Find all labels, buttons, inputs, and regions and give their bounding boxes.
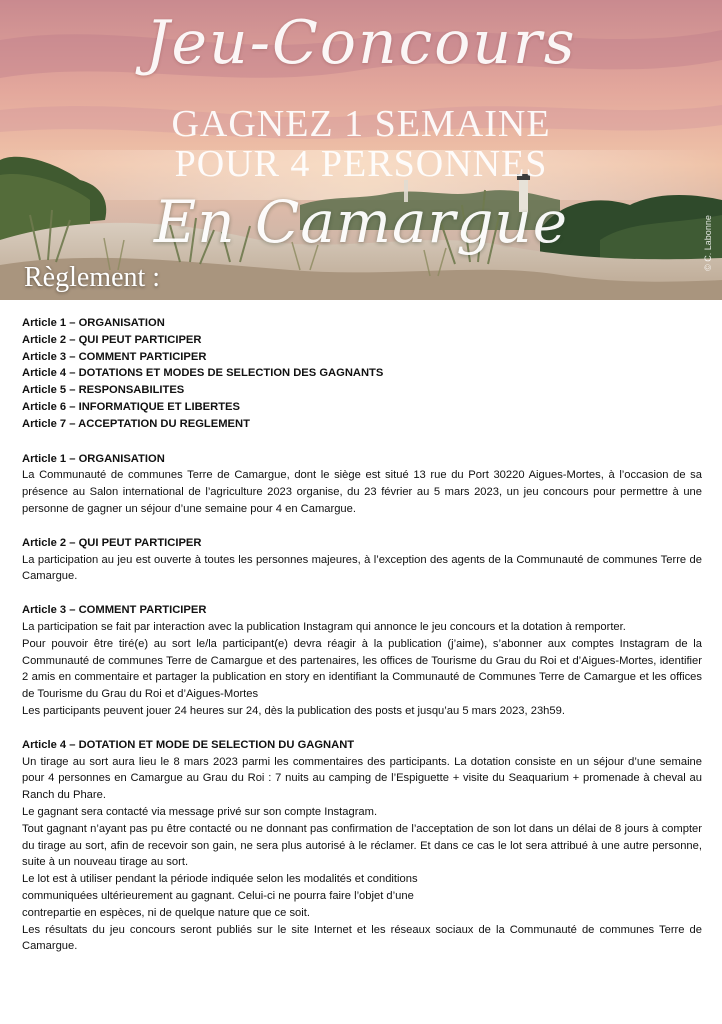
article-4-paragraph: Un tirage au sort aura lieu le 8 mars 2023 parmi les commentaires des participants. La dotation consiste en un séjour d’une semaine pour 4 personnes en Camargue au Grau du Roi : 7 nuits au camping de l’Espiguette + visite du Seaquarium + promenade à cheval au Ranch du Phare.: [22, 755, 702, 802]
toc-item: Article 1 – ORGANISATION: [22, 317, 165, 329]
article-4-paragraph: contrepartie en espèces, ni de quelque nature que ce soit.: [22, 906, 310, 919]
article-4-paragraph: Les résultats du jeu concours seront publiés sur le site Internet et les réseaux sociaux de la Communauté de communes Terre de Camargue.: [22, 923, 702, 953]
article-4-section: [22, 737, 702, 955]
article-3-paragraph: Pour pouvoir être tiré(e) au sort le/la participant(e) devra réagir à la publication (j’aime), s’abonner aux comptes Instagram de la Communauté de communes Terre de Camargue et des partenaires, les offices de Tourisme du Grau du Roi et d’Aigues-Mortes, identifier 2 amis en commentaire et partager la publication en story en identifiant la Communauté de Communes Terre de Camargue et les offices de Tourisme du Grau du Roi et d’Aigues-Mortes: [22, 637, 702, 701]
article-3-paragraph: La participation se fait par interaction avec la publication Instagram qui annonce le jeu concours et la dotation à remporter.: [22, 620, 626, 633]
article-1-section: [22, 451, 702, 518]
destination-script-subtitle: En Camargue: [153, 188, 569, 256]
article-3-paragraph: Les participants peuvent jouer 24 heures sur 24, dès la publication des posts et jusqu’au 5 mars 2023, 23h59.: [22, 704, 565, 717]
article-4-title: Article 4 – DOTATION ET MODE DE SELECTION DU GAGNANT: [22, 738, 355, 751]
article-2-section: [22, 535, 702, 585]
article-2-paragraph: La participation au jeu est ouverte à toutes les personnes majeures, à l’exception des agents de la Communauté de communes Terre de Camargue.: [22, 553, 702, 583]
article-4-paragraph: Le lot est à utiliser pendant la période indiquée selon les modalités et conditions: [22, 873, 418, 886]
contest-script-title: Jeu-Concours: [145, 8, 577, 78]
article-1-paragraph: La Communauté de communes Terre de Camargue, dont le siège est situé 13 rue du Port 30220 Aigues-Mortes, à l’occasion de sa présence au Salon international de l’agriculture 2023 organise, du 23 février au 5 mars 2023, un jeu concours pour permettre à une personne de gagner un séjour d’une semaine pour 4 en Camargue.: [22, 469, 702, 515]
toc-item: Article 7 – ACCEPTATION DU REGLEMENT: [22, 417, 250, 430]
prize-headline-line-1: GAGNEZ 1 SEMAINE: [171, 103, 551, 145]
header-photo: [0, 0, 722, 300]
table-of-contents: [22, 315, 702, 433]
article-3-section: [22, 602, 702, 720]
article-4-paragraph: Tout gagnant n’ayant pas pu être contacté ou ne donnant pas confirmation de l’acceptation de son lot dans un délai de 8 jours à compter du tirage au sort, afin de recevoir son gain, ne sera plus autorisé à le réclamer. Et dans ce cas le lot sera attribué à une autre personne, suite à un nouveau tirage au sort.: [22, 822, 702, 869]
rules-body: [22, 315, 702, 972]
prize-headline-line-2: POUR 4 PERSONNES: [174, 143, 548, 185]
photo-credit: © C. Labonne: [703, 215, 714, 271]
article-4-paragraph: communiquées ultérieurement au gagnant. Celui-ci ne pourra faire l’objet d’une: [22, 889, 414, 902]
toc-item: Article 6 – INFORMATIQUE ET LIBERTES: [22, 400, 240, 413]
toc-item: Article 2 – QUI PEUT PARTICIPER: [22, 333, 202, 346]
toc-item: Article 4 – DOTATIONS ET MODES DE SELECTION DES GAGNANTS: [22, 367, 384, 380]
toc-item: Article 5 – RESPONSABILITES: [22, 384, 185, 397]
rules-heading: Règlement :: [24, 262, 161, 293]
article-4-paragraph: Le gagnant sera contacté via message privé sur son compte Instagram.: [22, 805, 378, 818]
toc-item: Article 3 – COMMENT PARTICIPER: [22, 350, 207, 363]
article-1-title: Article 1 – ORGANISATION: [22, 452, 165, 465]
article-2-title: Article 2 – QUI PEUT PARTICIPER: [22, 536, 202, 549]
article-3-title: Article 3 – COMMENT PARTICIPER: [22, 604, 207, 617]
